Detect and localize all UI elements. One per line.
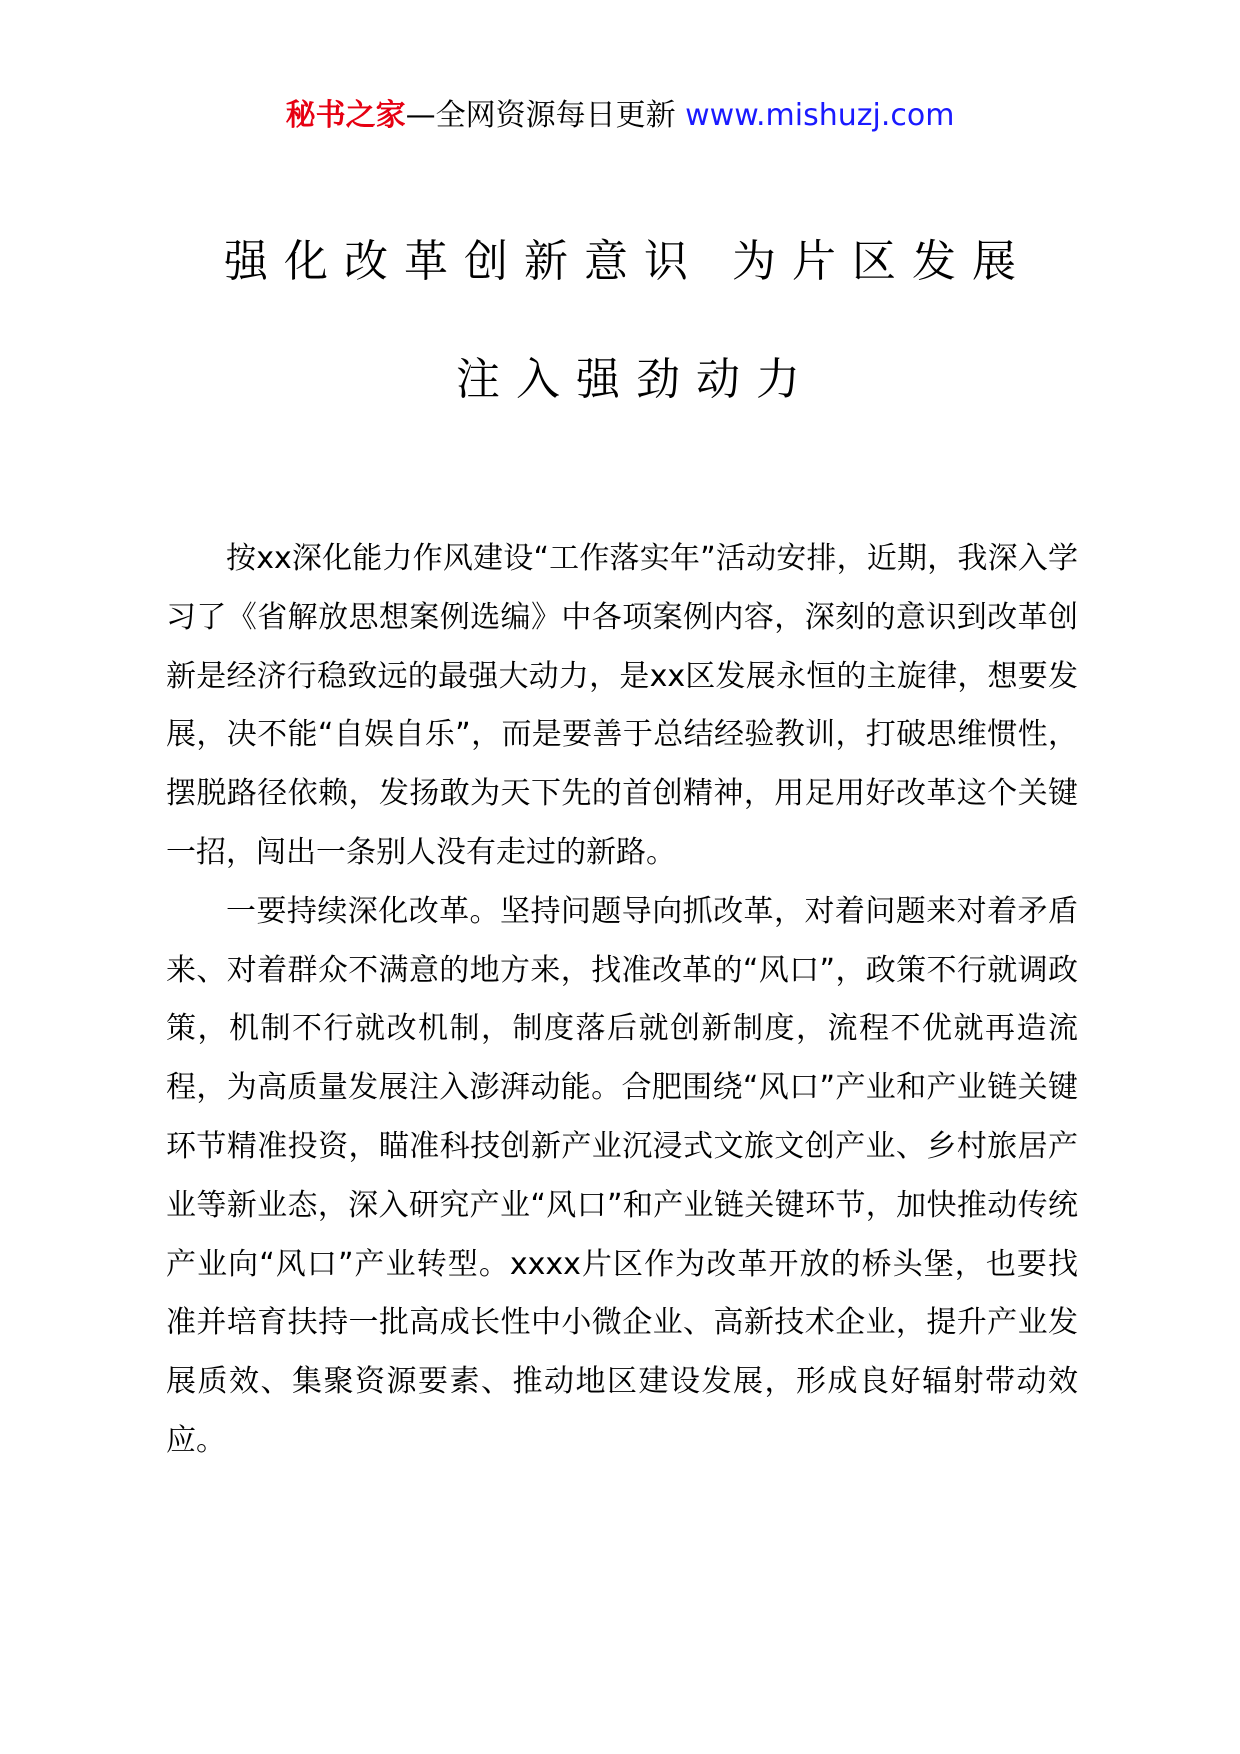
brand-name: 秘书之家 xyxy=(285,98,406,133)
site-header xyxy=(0,96,1240,136)
document-title-line-2: 注入强劲动力 xyxy=(456,354,816,405)
header-tagline: —全网资源每日更新 xyxy=(405,98,676,133)
document-body xyxy=(166,530,1078,1471)
paragraph-2: 一要持续深化改革。坚持问题导向抓改革，对着问题来对着矛盾来、对着群众不满意的地方来，找准改革的“风口”，政策不行就调政策，机制不行就改机制，制度落后就创新制度，流程不优就再造流程，为高质量发展注入澎湃动能。合肥围绕“风口”产业和产业链关键环节精准投资，瞄准科技创新产业沉浸式文旅文创产业、乡村旅居产业等新业态，深入研究产业“风口”和产业链关键环节，加快推动传统产业向“风口”产业转型。xxxx片区作为改革开放的桥头堡，也要找准并培育扶持一批高成长性中小微企业、高新技术企业，提升产业发展质效、集聚资源要素、推动地区建设发展，形成良好辐射带动效应。 xyxy=(166,893,1078,1458)
title-part-1: 强化改革创新意识 xyxy=(224,236,704,287)
document-title-line-1 xyxy=(0,232,1240,292)
site-url-link[interactable]: www.mishuzj.com xyxy=(685,98,955,133)
title-part-2: 为片区发展 xyxy=(732,236,1032,287)
paragraph-1: 按xx深化能力作风建设“工作落实年”活动安排，近期，我深入学习了《省解放思想案例选编》中各项案例内容，深刻的意识到改革创新是经济行稳致远的最强大动力，是xx区发展永恒的主旋律，想要发展，决不能“自娱自乐”，而是要善于总结经验教训，打破思维惯性，摆脱路径依赖，发扬敢为天下先的首创精神，用足用好改革这个关键一招，闯出一条别人没有走过的新路。 xyxy=(166,541,1078,870)
